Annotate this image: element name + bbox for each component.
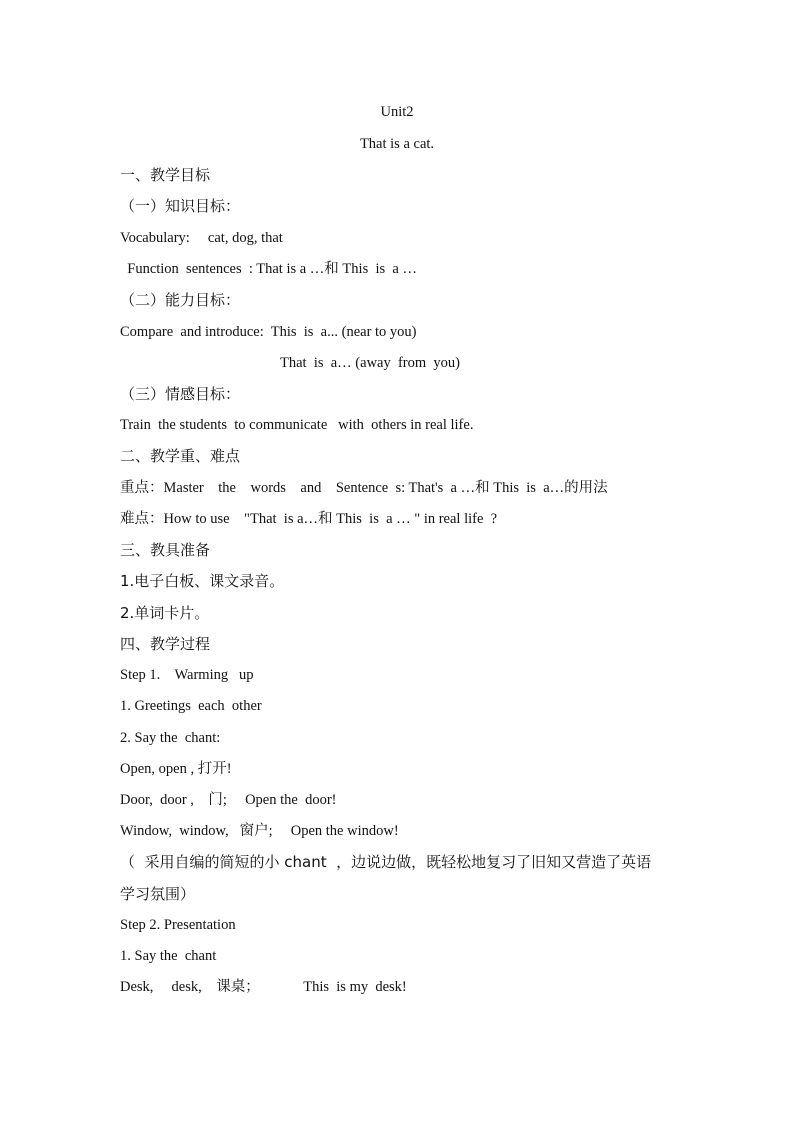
train-line: Train the students to communicate with others in real life. xyxy=(120,417,474,433)
step-1-item-2: 2. Say the chant: xyxy=(120,730,221,746)
key-point-line: 重点：Master the words and Sentence s: That's a …和 This is a…的用法 xyxy=(120,480,608,496)
vocabulary-line: Vocabulary: cat, dog, that xyxy=(120,230,283,246)
subsection-ability: （二）能力目标： xyxy=(120,291,241,309)
step-1-heading: Step 1. Warming up xyxy=(120,667,254,683)
chant-note-line-1: （ 采用自编的简短的小 chant ，边说边做，既轻松地复习了旧知又营造了英语 xyxy=(120,853,652,871)
chant-note-line-2: 学习氛围） xyxy=(120,885,196,903)
function-sentences-line: Function sentences : That is a …和 This is a … xyxy=(120,261,417,277)
step-1-item-1: 1. Greetings each other xyxy=(120,698,262,714)
step-2-heading: Step 2. Presentation xyxy=(120,917,236,933)
chant-line-1: Open, open , 打开! xyxy=(120,761,232,777)
lesson-subtitle: That is a cat. xyxy=(359,136,435,152)
that-is-line: That is a… (away from you) xyxy=(280,355,460,371)
difficult-point-line: 难点：How to use "That is a…和 This is a … " in real life ? xyxy=(120,511,498,527)
subsection-emotion: （三）情感目标： xyxy=(120,385,241,403)
unit-title: Unit2 xyxy=(380,104,414,120)
step-2-item-1: 1. Say the chant xyxy=(120,948,217,964)
materials-item-1: 1.电子白板、课文录音。 xyxy=(120,572,285,590)
compare-line: Compare and introduce: This is a... (near to you) xyxy=(120,324,417,340)
section-heading-process: 四、教学过程 xyxy=(120,635,211,653)
chant-line-2: Door, door , 门; Open the door! xyxy=(120,792,337,808)
section-heading-materials: 三、教具准备 xyxy=(120,541,211,559)
materials-item-2: 2.单词卡片。 xyxy=(120,604,210,622)
section-heading-objectives: 一、教学目标 xyxy=(120,166,211,184)
section-heading-key-points: 二、教学重、难点 xyxy=(120,447,241,465)
chant-desk-line: Desk, desk, 课桌； This is my desk! xyxy=(120,979,407,995)
subsection-knowledge: （一）知识目标： xyxy=(120,197,241,215)
chant-line-3: Window, window, 窗户; Open the window! xyxy=(120,823,399,839)
